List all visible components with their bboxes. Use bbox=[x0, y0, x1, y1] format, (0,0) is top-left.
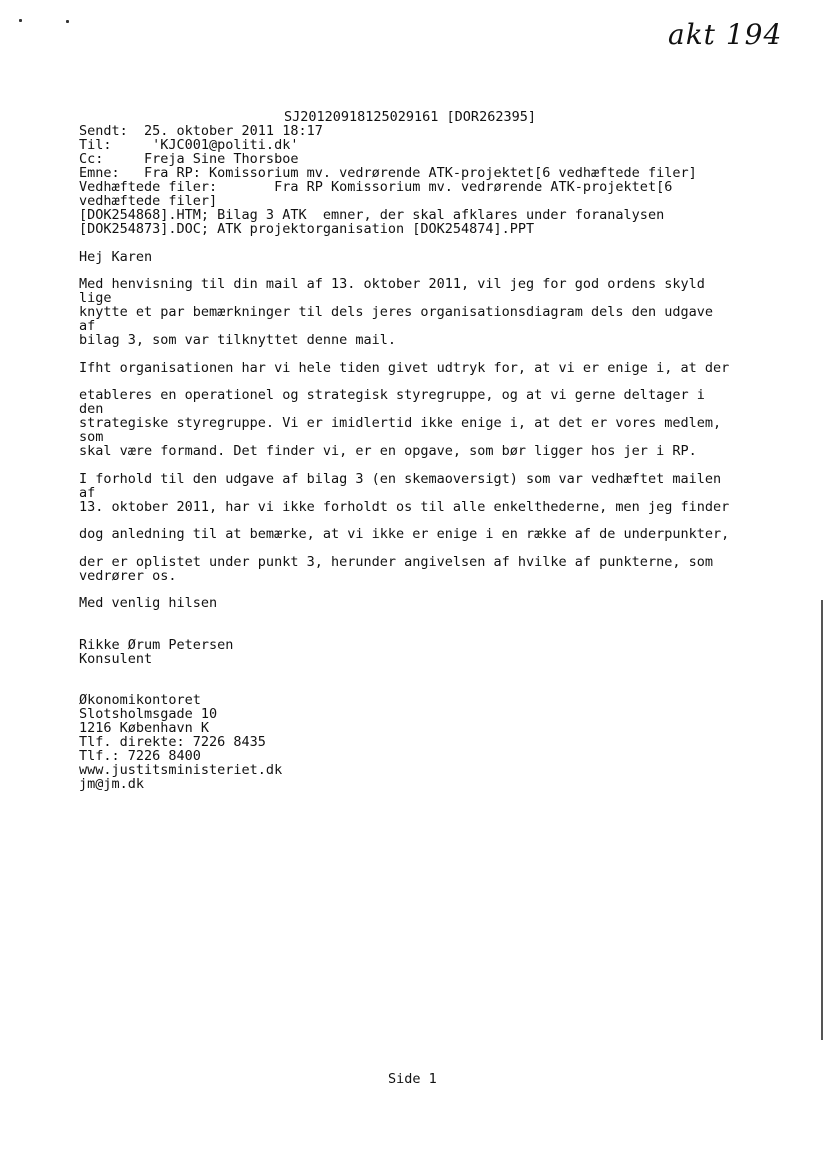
document-id: SJ20120918125029161 [DOR262395] bbox=[284, 109, 536, 125]
signature-website: www.justitsministeriet.dk bbox=[79, 762, 283, 778]
paragraph-line: skal være formand. Det finder vi, er en opgave, som bør ligger hos jer i RP. bbox=[79, 443, 697, 459]
sent-field: Sendt: 25. oktober 2011 18:17 bbox=[79, 123, 323, 139]
handwritten-reference: akt 194 bbox=[668, 18, 783, 51]
paragraph-line: bilag 3, som var tilknyttet denne mail. bbox=[79, 332, 396, 348]
paragraph-line: den bbox=[79, 401, 104, 417]
signature-street: Slotsholmsgade 10 bbox=[79, 706, 218, 722]
attachments-list: [DOK254868].HTM; Bilag 3 ATK emner, der skal afklares under foranalysen bbox=[79, 207, 665, 223]
scan-speck bbox=[66, 20, 69, 23]
paragraph-line: etableres en operationel og strategisk styregruppe, og at vi gerne deltager i bbox=[79, 387, 705, 403]
attachments-field: vedhæftede filer] bbox=[79, 193, 218, 209]
signature-email: jm@jm.dk bbox=[79, 776, 145, 792]
paragraph-line: Ifht organisationen har vi hele tiden givet udtryk for, at vi er enige i, at der bbox=[79, 360, 730, 376]
paragraph-line: Med henvisning til din mail af 13. oktober 2011, vil jeg for god ordens skyld bbox=[79, 276, 705, 292]
signature-name: Rikke Ørum Petersen bbox=[79, 637, 234, 653]
paragraph-line: I forhold til den udgave af bilag 3 (en skemaoversigt) som var vedhæftet mailen bbox=[79, 471, 722, 487]
paragraph-line: dog anledning til at bemærke, at vi ikke er enige i en række af de underpunkter, bbox=[79, 526, 730, 542]
paragraph-line: vedrører os. bbox=[79, 568, 177, 584]
paragraph-line: der er oplistet under punkt 3, herunder angivelsen af hvilke af punkterne, som bbox=[79, 554, 713, 570]
paragraph-line: knytte et par bemærkninger til dels jeres organisationsdiagram dels den udgave bbox=[79, 304, 713, 320]
scan-edge-shadow bbox=[821, 600, 823, 1040]
greeting: Hej Karen bbox=[79, 249, 153, 265]
signature-title: Konsulent bbox=[79, 651, 153, 667]
closing: Med venlig hilsen bbox=[79, 595, 218, 611]
signature-phone: Tlf.: 7226 8400 bbox=[79, 748, 201, 764]
page-number: Side 1 bbox=[388, 1071, 437, 1087]
paragraph-line: 13. oktober 2011, har vi ikke forholdt os til alle enkelthederne, men jeg finder bbox=[79, 499, 730, 515]
signature-city: 1216 København K bbox=[79, 720, 210, 736]
paragraph-line: strategiske styregruppe. Vi er imidlertid ikke enige i, at det er vores medlem, bbox=[79, 415, 722, 431]
paragraph-line: af bbox=[79, 318, 96, 334]
signature-phone-direct: Tlf. direkte: 7226 8435 bbox=[79, 734, 266, 750]
attachments-field: Vedhæftede filer: Fra RP Komissorium mv. vedrørende ATK-projektet[6 bbox=[79, 179, 673, 195]
paragraph-line: af bbox=[79, 485, 96, 501]
scan-speck bbox=[19, 19, 22, 22]
signature-office: Økonomikontoret bbox=[79, 692, 201, 708]
paragraph-line: lige bbox=[79, 290, 112, 306]
to-field: Til: 'KJC001@politi.dk' bbox=[79, 137, 299, 153]
paragraph-line: som bbox=[79, 429, 104, 445]
cc-field: Cc: Freja Sine Thorsboe bbox=[79, 151, 299, 167]
subject-field: Emne: Fra RP: Komissorium mv. vedrørende ATK-projektet[6 vedhæftede filer] bbox=[79, 165, 697, 181]
attachments-list: [DOK254873].DOC; ATK projektorganisation [DOK254874].PPT bbox=[79, 221, 535, 237]
